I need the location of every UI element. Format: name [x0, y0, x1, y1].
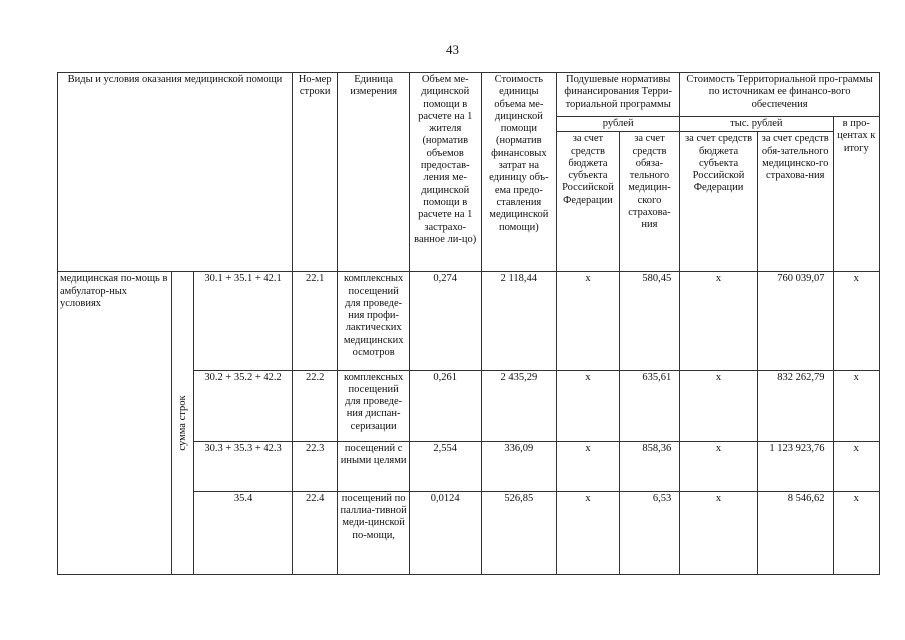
row-territorial-percent: х	[833, 272, 879, 370]
row-number: 22.2	[292, 370, 337, 441]
row-territorial-percent: х	[833, 370, 879, 441]
header-kind: Виды и условия оказания медицинской помощи	[58, 73, 293, 272]
header-territorial-group: Стоимость Территориальной про-граммы по источникам ее финансо-вого обеспечения	[680, 73, 880, 117]
header-percapita-oms: за счет средств обяза-тельного медицин-ского страхова-ния	[619, 132, 680, 272]
header-percapita-unit: рублей	[557, 117, 680, 132]
row-percapita-oms: 858,36	[619, 441, 680, 491]
header-unit: Единица измерения	[338, 73, 410, 272]
row-cost: 2 118,44	[481, 272, 557, 370]
row-territorial-oms: 832 262,79	[757, 370, 833, 441]
row-percapita-budget: х	[557, 441, 620, 491]
row-cost: 336,09	[481, 441, 557, 491]
row-percapita-oms: 580,45	[619, 272, 680, 370]
row-percapita-oms: 635,61	[619, 370, 680, 441]
row-territorial-budget: х	[680, 491, 758, 575]
row-percapita-oms: 6,53	[619, 491, 680, 575]
row-unit: комплексных посещений для проведе-ния профи-лактических медицинских осмотров	[338, 272, 410, 370]
row-volume: 0,261	[409, 370, 481, 441]
row-cost: 2 435,29	[481, 370, 557, 441]
row-sum-formula: 35.4	[194, 491, 293, 575]
row-percapita-budget: х	[557, 491, 620, 575]
header-territorial-percent: в про-центах к итогу	[833, 117, 879, 272]
section-label: медицинская по-мощь в амбулатор-ных условиях	[58, 272, 172, 575]
row-territorial-budget: х	[680, 441, 758, 491]
row-unit: посещений с иными целями	[338, 441, 410, 491]
header-territorial-budget: за счет средств бюджета субъекта Российской Федерации	[680, 132, 758, 272]
row-territorial-budget: х	[680, 272, 758, 370]
header-percapita-budget: за счет средств бюджета субъекта Российской Федерации	[557, 132, 620, 272]
row-volume: 0,0124	[409, 491, 481, 575]
row-territorial-oms: 760 039,07	[757, 272, 833, 370]
row-territorial-percent: х	[833, 441, 879, 491]
row-unit: посещений по паллиа-тивной меди-цинской по-мощи,	[338, 491, 410, 575]
row-sum-formula: 30.3 + 35.3 + 42.3	[194, 441, 293, 491]
row-number: 22.3	[292, 441, 337, 491]
vertical-label: сумма строк	[176, 395, 188, 451]
row-number: 22.1	[292, 272, 337, 370]
row-territorial-percent: х	[833, 491, 879, 575]
row-unit: комплексных посещений для проведе-ния диспан-серизации	[338, 370, 410, 441]
row-percapita-budget: х	[557, 272, 620, 370]
row-territorial-oms: 1 123 923,76	[757, 441, 833, 491]
row-sum-formula: 30.1 + 35.1 + 42.1	[194, 272, 293, 370]
row-volume: 2,554	[409, 441, 481, 491]
header-territorial-unit: тыс. рублей	[680, 117, 833, 132]
row-sum-formula: 30.2 + 35.2 + 42.2	[194, 370, 293, 441]
row-territorial-oms: 8 546,62	[757, 491, 833, 575]
row-volume: 0,274	[409, 272, 481, 370]
row-cost: 526,85	[481, 491, 557, 575]
header-cost: Стоимость единицы объема ме-дицинской помощи (норматив финансовых затрат на единицу объ-ема предо-ставления медицинской помощи)	[481, 73, 557, 272]
header-row-no: Но-мер строки	[292, 73, 337, 272]
header-percapita-group: Подушевые нормативы финансирования Терри-ториальной программы	[557, 73, 680, 117]
row-percapita-budget: х	[557, 370, 620, 441]
table-row	[58, 272, 880, 370]
row-number: 22.4	[292, 491, 337, 575]
header-volume: Объем ме-дицинской помощи в расчете на 1 жителя (норматив объемов предостав-ления ме-дицинской помощи в расчете на 1 застрахо-ванное ли-цо)	[409, 73, 481, 272]
header-territorial-oms: за счет средств обя-зательного медицинско-го страхова-ния	[757, 132, 833, 272]
page-number: 43	[446, 42, 459, 57]
vertical-label-cell	[171, 272, 193, 575]
program-cost-table	[57, 72, 880, 575]
row-territorial-budget: х	[680, 370, 758, 441]
